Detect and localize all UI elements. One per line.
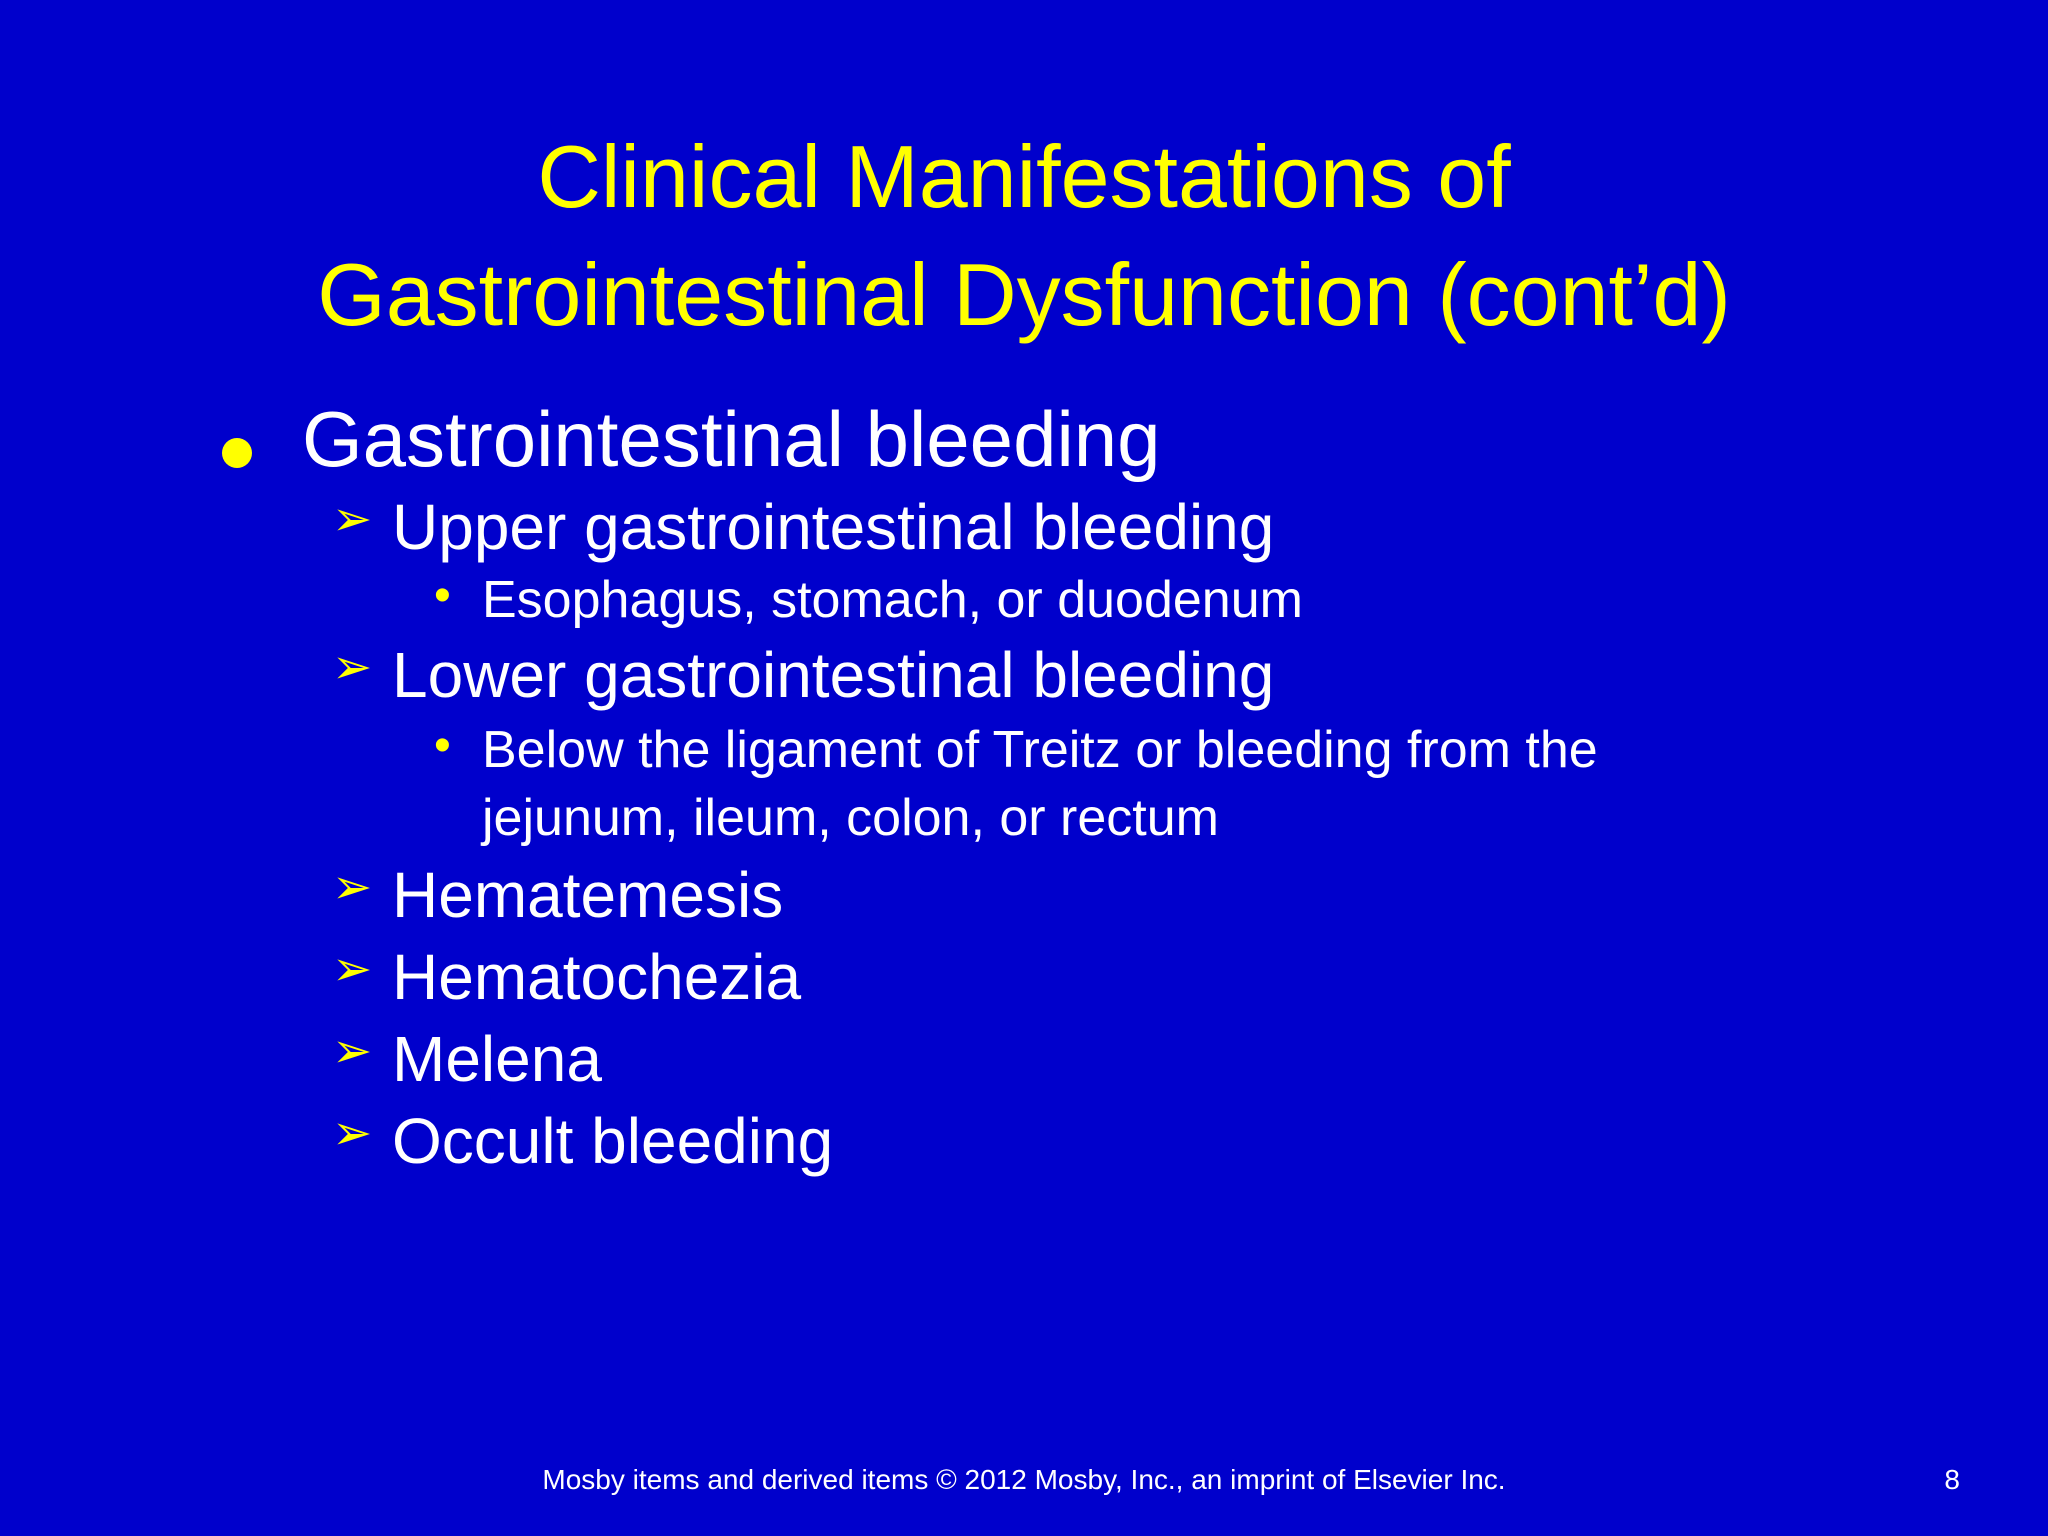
copyright-footer: Mosby items and derived items © 2012 Mosby, Inc., an imprint of Elsevier Inc. (542, 1464, 1506, 1495)
arrowhead-bullet-icon: ➢ (332, 493, 373, 546)
bullet-text: Gastrointestinal bleeding (302, 395, 1161, 483)
slide-title (0, 118, 2048, 354)
bullet-hematochezia (332, 938, 802, 1016)
bullet-hematemesis (332, 856, 784, 934)
bullet-text: Hematemesis (392, 859, 784, 931)
bullet-lower-gi-locations-continued (482, 784, 1219, 852)
bullet-text: Hematochezia (392, 941, 802, 1013)
bullet-gastrointestinal-bleeding (302, 394, 1161, 484)
filled-circle-bullet-icon (222, 396, 252, 486)
small-dot-bullet-icon: • (434, 719, 451, 772)
slide-title-line-2: Gastrointestinal Dysfunction (cont’d) (317, 245, 1731, 344)
slide-title-line-1: Clinical Manifestations of (537, 127, 1511, 226)
bullet-lower-gi-locations (434, 716, 1598, 784)
bullet-upper-gi-locations (434, 566, 1303, 634)
bullet-text: Esophagus, stomach, or duodenum (482, 571, 1303, 629)
arrowhead-bullet-icon: ➢ (332, 641, 373, 694)
bullet-text: Lower gastrointestinal bleeding (392, 639, 1275, 711)
bullet-text: Melena (392, 1023, 602, 1095)
bullet-text: Upper gastrointestinal bleeding (392, 491, 1275, 563)
arrowhead-bullet-icon: ➢ (332, 1107, 373, 1160)
page-number: 8 (1944, 1464, 1960, 1495)
bullet-text: Occult bleeding (392, 1105, 834, 1177)
arrowhead-bullet-icon: ➢ (332, 861, 373, 914)
bullet-lower-gi-bleeding (332, 636, 1275, 714)
arrowhead-bullet-icon: ➢ (332, 1025, 373, 1078)
bullet-occult-bleeding (332, 1102, 834, 1180)
bullet-text-line-2: jejunum, ileum, colon, or rectum (482, 789, 1219, 847)
bullet-melena (332, 1020, 602, 1098)
small-dot-bullet-icon: • (434, 569, 451, 622)
bullet-text-line-1: Below the ligament of Treitz or bleeding from the (482, 721, 1598, 779)
bullet-upper-gi-bleeding (332, 488, 1275, 566)
arrowhead-bullet-icon: ➢ (332, 943, 373, 996)
